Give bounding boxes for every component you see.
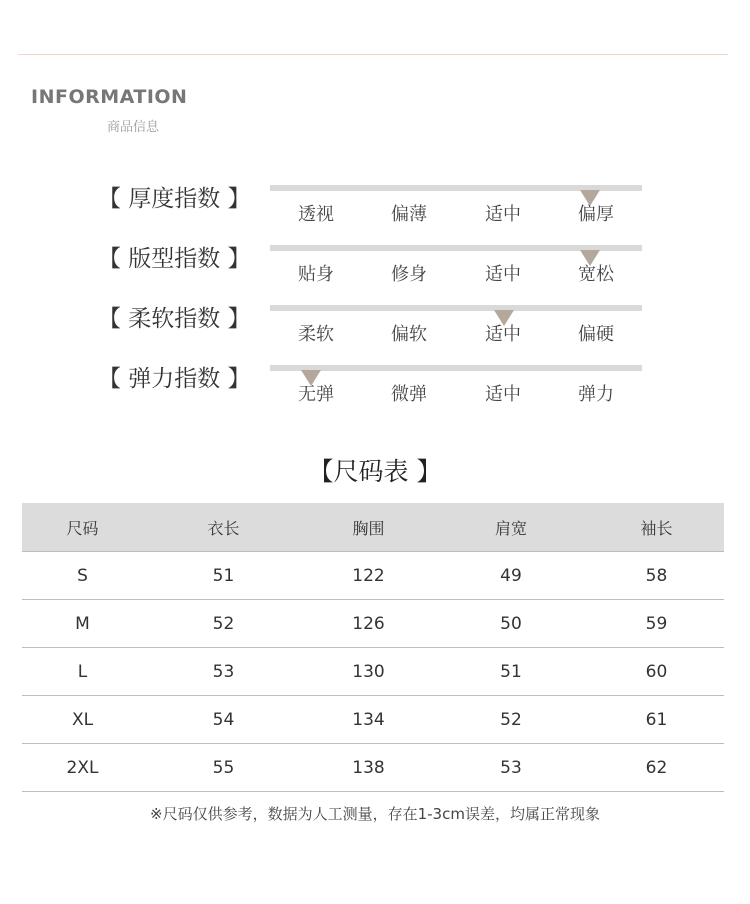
- table-row: [22, 696, 724, 744]
- index-row: [0, 240, 750, 300]
- table-cell: 55: [143, 744, 304, 792]
- index-option: 适中: [485, 324, 521, 345]
- table-cell: 138: [304, 744, 433, 792]
- section-subtitle: 商品信息: [107, 120, 160, 135]
- table-cell: 59: [589, 600, 724, 648]
- table-row: [22, 744, 724, 792]
- index-scale-bar: [270, 365, 642, 371]
- top-divider: [18, 54, 728, 55]
- index-option: 适中: [485, 204, 521, 225]
- table-cell: 53: [433, 744, 589, 792]
- table-cell: 60: [589, 648, 724, 696]
- size-chart-header-cell: 尺码: [22, 503, 143, 552]
- table-cell: S: [22, 552, 143, 600]
- index-option: 贴身: [298, 264, 334, 285]
- size-disclaimer: ※尺码仅供参考，数据为人工测量，存在1-3cm误差，均属正常现象: [150, 805, 600, 823]
- index-label: 【 版型指数 】: [98, 246, 251, 272]
- size-chart-header-cell: 衣长: [143, 503, 304, 552]
- table-cell: 52: [143, 600, 304, 648]
- index-row: [0, 180, 750, 240]
- size-chart-table: [22, 503, 724, 792]
- size-chart-header-cell: 肩宽: [433, 503, 589, 552]
- index-option: 柔软: [298, 324, 334, 345]
- size-chart-header-row: [22, 503, 724, 552]
- index-option: 无弹: [298, 384, 334, 405]
- index-row: [0, 360, 750, 420]
- index-option: 修身: [391, 264, 427, 285]
- index-option: 偏软: [391, 324, 427, 345]
- table-cell: 51: [143, 552, 304, 600]
- index-option: 弹力: [578, 384, 614, 405]
- index-row: [0, 300, 750, 360]
- index-option: 偏厚: [578, 204, 614, 225]
- table-cell: 126: [304, 600, 433, 648]
- table-cell: 62: [589, 744, 724, 792]
- section-title: INFORMATION: [31, 86, 188, 108]
- size-chart-header-cell: 袖长: [589, 503, 724, 552]
- index-option: 适中: [485, 264, 521, 285]
- table-cell: L: [22, 648, 143, 696]
- index-option: 透视: [298, 204, 334, 225]
- index-scale-bar: [270, 305, 642, 311]
- table-cell: 58: [589, 552, 724, 600]
- size-chart-title: 【尺码表 】: [308, 457, 442, 486]
- table-cell: 52: [433, 696, 589, 744]
- index-option: 微弹: [391, 384, 427, 405]
- table-cell: 49: [433, 552, 589, 600]
- table-cell: 50: [433, 600, 589, 648]
- index-label: 【 厚度指数 】: [98, 186, 251, 212]
- table-row: [22, 552, 724, 600]
- table-cell: M: [22, 600, 143, 648]
- table-row: [22, 648, 724, 696]
- table-cell: 61: [589, 696, 724, 744]
- table-row: [22, 600, 724, 648]
- table-cell: 130: [304, 648, 433, 696]
- table-cell: 51: [433, 648, 589, 696]
- index-option: 偏薄: [391, 204, 427, 225]
- table-cell: 53: [143, 648, 304, 696]
- index-option: 偏硬: [578, 324, 614, 345]
- index-option: 适中: [485, 384, 521, 405]
- table-cell: 134: [304, 696, 433, 744]
- table-cell: 2XL: [22, 744, 143, 792]
- table-cell: 122: [304, 552, 433, 600]
- index-option: 宽松: [578, 264, 614, 285]
- index-label: 【 柔软指数 】: [98, 306, 251, 332]
- index-label: 【 弹力指数 】: [98, 366, 251, 392]
- table-cell: XL: [22, 696, 143, 744]
- table-cell: 54: [143, 696, 304, 744]
- size-chart-header-cell: 胸围: [304, 503, 433, 552]
